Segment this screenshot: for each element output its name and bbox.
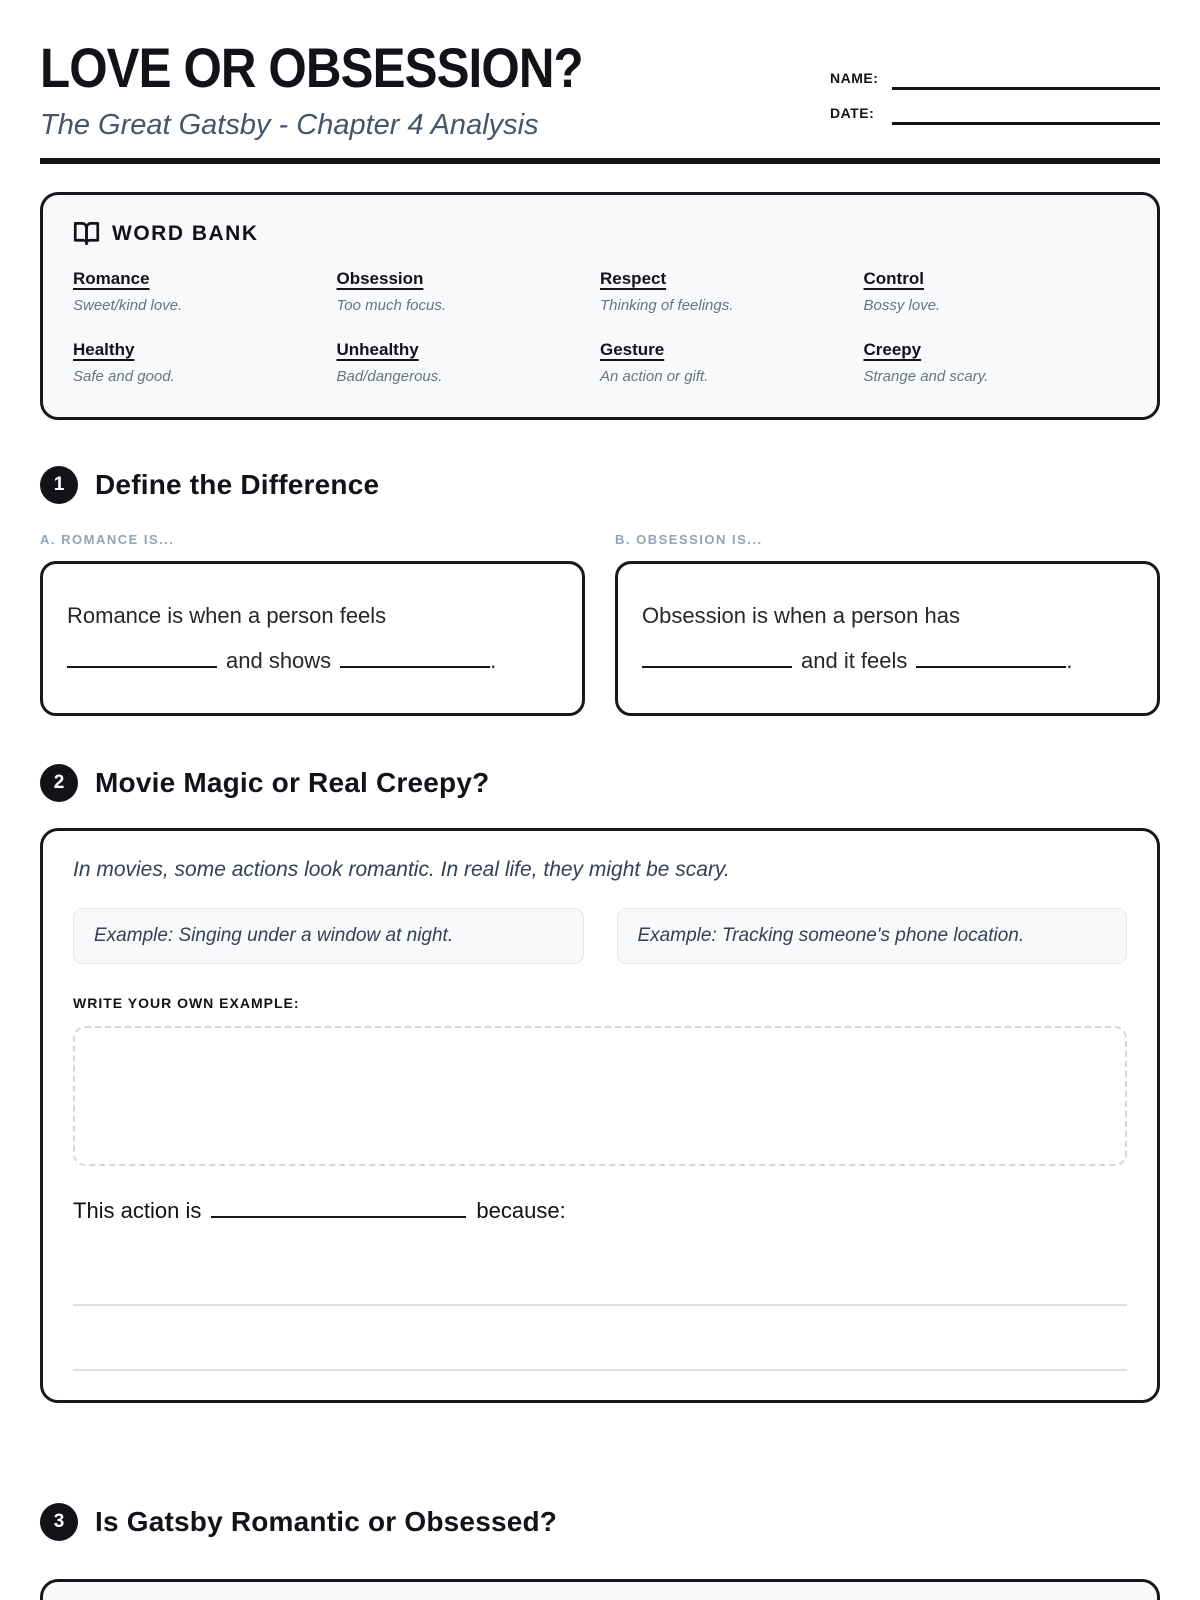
section-2-badge: 2 xyxy=(40,764,78,802)
action-type-blank[interactable] xyxy=(211,1216,466,1218)
section-3-panel xyxy=(40,1579,1160,1600)
word-bank-entry xyxy=(73,340,337,385)
word-bank-definition: An action or gift. xyxy=(600,368,709,385)
romance-sentence-period: . xyxy=(490,648,497,673)
example-box-2: Example: Tracking someone's phone location. xyxy=(617,908,1128,964)
word-bank-term: Obsession xyxy=(336,269,424,288)
section-2-header xyxy=(40,764,1160,802)
page-title: LOVE OR OBSESSION? xyxy=(40,36,583,99)
part-a-label: A. ROMANCE IS... xyxy=(40,532,175,547)
word-bank-term: Healthy xyxy=(73,340,135,359)
name-label: NAME: xyxy=(830,70,879,86)
name-date-block xyxy=(830,70,1160,140)
word-bank-entry xyxy=(864,340,1128,385)
word-bank-definition: Too much focus. xyxy=(336,297,447,314)
word-bank-term: Gesture xyxy=(600,340,665,359)
romance-sentence-line1: Romance is when a person feels xyxy=(67,603,387,628)
section-2-intro: In movies, some actions look romantic. In real life, they might be scary. xyxy=(73,858,730,881)
romance-sentence-line2 xyxy=(67,648,558,674)
header-titles xyxy=(40,36,657,142)
example-boxes xyxy=(73,908,1127,964)
word-bank-panel xyxy=(40,192,1160,420)
section-1-badge: 1 xyxy=(40,466,78,504)
obsession-sentence-mid: and it feels xyxy=(801,648,908,673)
header xyxy=(40,36,1160,142)
part-b-label: B. OBSESSION IS... xyxy=(615,532,763,547)
section-1-labels xyxy=(40,532,1160,547)
header-divider xyxy=(40,158,1160,164)
section-1-header xyxy=(40,466,1160,504)
romance-blank-2[interactable] xyxy=(340,666,490,668)
section-1-boxes xyxy=(40,561,1160,716)
word-bank-definition: Sweet/kind love. xyxy=(73,297,183,314)
word-bank-term: Control xyxy=(863,269,924,288)
word-bank-entry xyxy=(600,269,864,314)
section-3-header xyxy=(40,1503,1160,1541)
section-3-title: Is Gatsby Romantic or Obsessed? xyxy=(95,1506,558,1537)
word-bank-term: Respect xyxy=(600,269,667,288)
write-your-own-label: WRITE YOUR OWN EXAMPLE: xyxy=(73,995,300,1011)
word-bank-definition: Bossy love. xyxy=(863,297,941,314)
word-bank-term: Romance xyxy=(73,269,150,288)
own-example-input-box[interactable] xyxy=(73,1026,1127,1166)
romance-definition-box xyxy=(40,561,585,716)
name-line[interactable] xyxy=(892,70,1160,90)
book-open-icon xyxy=(73,220,100,247)
section-2-panel xyxy=(40,828,1160,1403)
word-bank-definition: Safe and good. xyxy=(73,368,175,385)
date-line[interactable] xyxy=(892,105,1160,125)
word-bank-term: Creepy xyxy=(863,340,922,359)
date-label: DATE: xyxy=(830,105,875,121)
section-2-title: Movie Magic or Real Creepy? xyxy=(95,767,490,798)
worksheet-page xyxy=(0,36,1200,1600)
word-bank-entry xyxy=(864,269,1128,314)
word-bank-term: Unhealthy xyxy=(336,340,419,359)
romance-sentence-mid: and shows xyxy=(226,648,332,673)
obsession-sentence-line1: Obsession is when a person has xyxy=(642,603,960,628)
obsession-definition-box xyxy=(615,561,1160,716)
date-row xyxy=(830,105,1160,125)
obsession-blank-2[interactable] xyxy=(916,666,1066,668)
word-bank-definition: Strange and scary. xyxy=(863,368,989,385)
word-bank-header xyxy=(73,220,1127,247)
word-bank-grid xyxy=(73,269,1127,385)
obsession-blank-1[interactable] xyxy=(642,666,792,668)
word-bank-definition: Thinking of feelings. xyxy=(600,297,734,314)
action-sentence-end: because: xyxy=(476,1198,566,1223)
word-bank-title: WORD BANK xyxy=(112,221,259,245)
action-sentence-start: This action is xyxy=(73,1198,202,1223)
word-bank-entry xyxy=(600,340,864,385)
word-bank-entry xyxy=(337,269,601,314)
example-box-1: Example: Singing under a window at night. xyxy=(73,908,584,964)
obsession-sentence-line2 xyxy=(642,648,1133,674)
romance-blank-1[interactable] xyxy=(67,666,217,668)
action-sentence xyxy=(73,1198,1127,1224)
reason-line-1[interactable] xyxy=(73,1304,1127,1306)
word-bank-entry xyxy=(337,340,601,385)
reason-line-2[interactable] xyxy=(73,1369,1127,1371)
obsession-sentence-period: . xyxy=(1066,648,1073,673)
word-bank-entry xyxy=(73,269,337,314)
word-bank-definition: Bad/dangerous. xyxy=(336,368,443,385)
name-row xyxy=(830,70,1160,90)
section-1-title: Define the Difference xyxy=(95,469,380,500)
section-3-badge: 3 xyxy=(40,1503,78,1541)
page-subtitle: The Great Gatsby - Chapter 4 Analysis xyxy=(40,109,539,141)
